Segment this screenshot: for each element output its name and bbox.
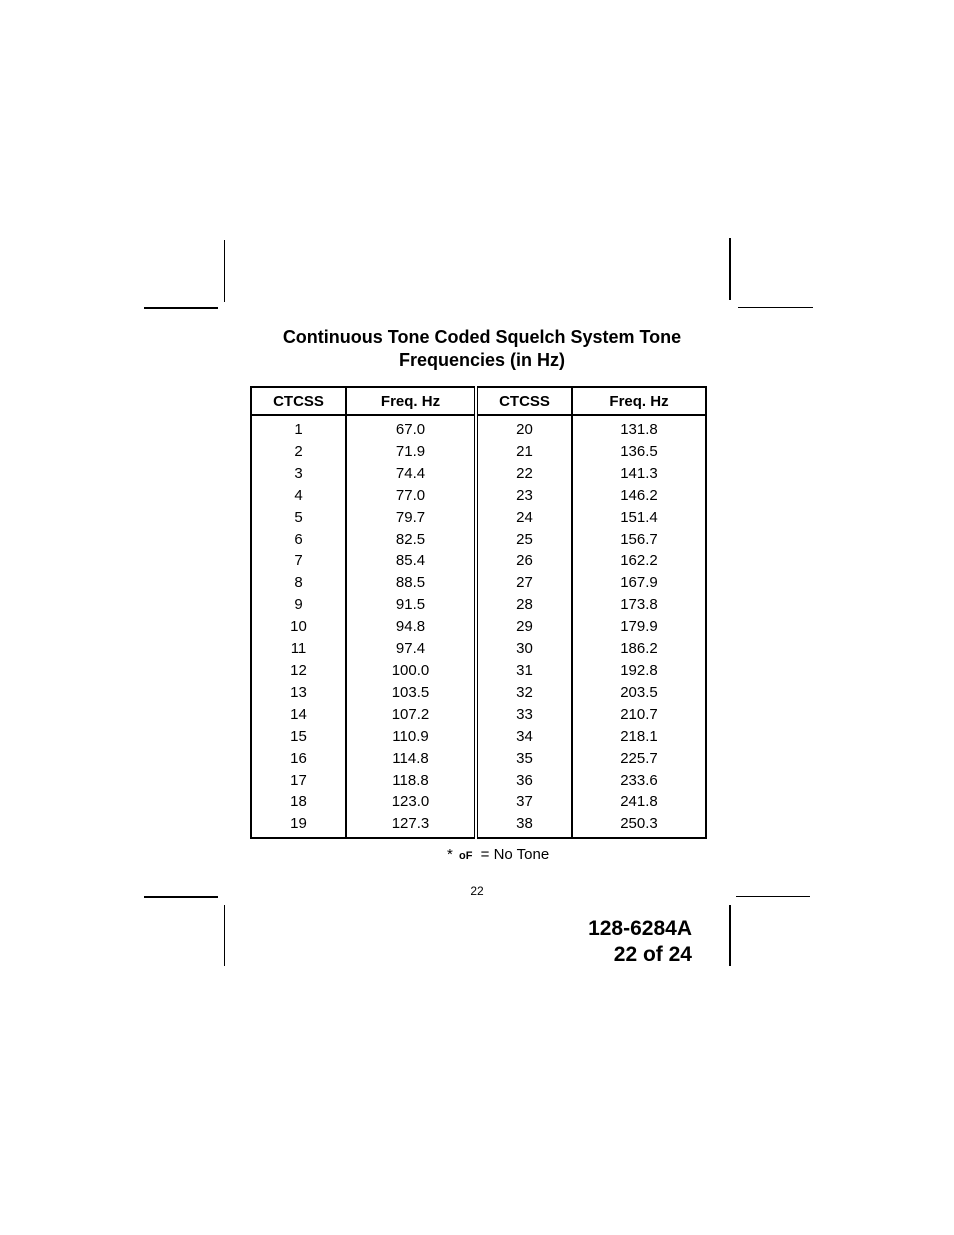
cell-freq-1: 77.0: [346, 485, 476, 507]
cell-freq-1: 94.8: [346, 616, 476, 638]
table-row: [251, 660, 706, 682]
cell-freq-1: 114.8: [346, 748, 476, 770]
cell-ctcss-2: 36: [476, 770, 572, 792]
crop-mark-top-left-horizontal: [144, 307, 218, 309]
cell-ctcss-1: 12: [251, 660, 346, 682]
cell-ctcss-1: 2: [251, 441, 346, 463]
cell-ctcss-1: 11: [251, 638, 346, 660]
table-row: [251, 441, 706, 463]
table-row: [251, 726, 706, 748]
table-row: [251, 572, 706, 594]
table-row: [251, 616, 706, 638]
cell-freq-2: 151.4: [620, 508, 658, 526]
cell-freq-1: 91.5: [346, 594, 476, 616]
cell-freq-2: 225.7: [620, 749, 658, 767]
footnote-asterisk: *: [447, 846, 453, 863]
cell-freq-2: 167.9: [620, 574, 658, 592]
cell-freq-2: 186.2: [620, 640, 658, 658]
crop-mark-top-left-vertical: [224, 240, 225, 302]
cell-ctcss-2: 34: [476, 726, 572, 748]
table-row: [251, 485, 706, 507]
cell-freq-2: 173.8: [620, 596, 658, 614]
cell-freq-2: 241.8: [620, 793, 658, 811]
cell-freq-2: 136.5: [620, 442, 658, 460]
cell-freq-1: 71.9: [346, 441, 476, 463]
cell-freq-1: 85.4: [346, 550, 476, 572]
cell-ctcss-2: 31: [476, 660, 572, 682]
cell-freq-2: 233.6: [620, 771, 658, 789]
document-number: 128-6284A: [588, 917, 692, 940]
cell-freq-2: 250.3: [620, 815, 658, 833]
cell-ctcss-1: 4: [251, 485, 346, 507]
cell-ctcss-2: 27: [476, 572, 572, 594]
header-freq-2: Freq. Hz: [572, 387, 706, 415]
cell-freq-2: 156.7: [620, 530, 658, 548]
cell-freq-2: 179.9: [620, 618, 658, 636]
cell-freq-1: 82.5: [346, 529, 476, 551]
cell-ctcss-1: 5: [251, 507, 346, 529]
cell-ctcss-1: 15: [251, 726, 346, 748]
cell-ctcss-1: 3: [251, 463, 346, 485]
table-row: [251, 529, 706, 551]
ctcss-frequency-table: [250, 386, 707, 839]
footnote-text: = No Tone: [480, 846, 550, 863]
cell-ctcss-1: 17: [251, 770, 346, 792]
document-id: [540, 916, 692, 968]
footnote: [447, 846, 549, 863]
page-number: 22: [470, 884, 484, 898]
cell-ctcss-2: 29: [476, 616, 572, 638]
cell-ctcss-2: 33: [476, 704, 572, 726]
table-body: [251, 415, 706, 838]
cell-freq-1: 74.4: [346, 463, 476, 485]
table-row: [251, 704, 706, 726]
cell-ctcss-1: 13: [251, 682, 346, 704]
cell-ctcss-2: 35: [476, 748, 572, 770]
cell-freq-2: 146.2: [620, 486, 658, 504]
table-row: [251, 507, 706, 529]
table-row: [251, 791, 706, 813]
cell-freq-1: 123.0: [346, 791, 476, 813]
cell-freq-1: 67.0: [346, 415, 476, 441]
cell-freq-2: 131.8: [620, 421, 658, 438]
cell-ctcss-1: 9: [251, 594, 346, 616]
cell-freq-1: 127.3: [346, 813, 476, 838]
cell-freq-1: 88.5: [346, 572, 476, 594]
cell-freq-2: 203.5: [620, 683, 658, 701]
cell-ctcss-1: 19: [251, 813, 346, 838]
cell-freq-1: 97.4: [346, 638, 476, 660]
cell-ctcss-2: 26: [476, 550, 572, 572]
cell-ctcss-1: 10: [251, 616, 346, 638]
cell-freq-1: 110.9: [346, 726, 476, 748]
document-page-count: 22 of 24: [613, 943, 692, 966]
crop-mark-top-right-horizontal: [738, 307, 813, 308]
cell-ctcss-1: 16: [251, 748, 346, 770]
cell-ctcss-2: 37: [476, 791, 572, 813]
title-line-1: Continuous Tone Coded Squelch System Tone: [282, 327, 682, 347]
cell-ctcss-2: 23: [476, 485, 572, 507]
table-row: [251, 682, 706, 704]
cell-ctcss-1: 6: [251, 529, 346, 551]
crop-mark-bottom-left-horizontal: [144, 896, 218, 898]
table-row: [251, 463, 706, 485]
crop-mark-bottom-right-horizontal: [736, 896, 810, 897]
cell-ctcss-2: 21: [476, 441, 572, 463]
cell-ctcss-1: 8: [251, 572, 346, 594]
cell-freq-1: 103.5: [346, 682, 476, 704]
cell-freq-2: 141.3: [620, 464, 658, 482]
header-freq-1: Freq. Hz: [346, 387, 476, 415]
cell-freq-1: 79.7: [346, 507, 476, 529]
cell-ctcss-2: 32: [476, 682, 572, 704]
table-row: [251, 638, 706, 660]
cell-freq-2: 192.8: [620, 661, 658, 679]
cell-ctcss-2: 20: [476, 415, 572, 441]
cell-freq-1: 100.0: [346, 660, 476, 682]
table-row: [251, 748, 706, 770]
crop-mark-top-right-vertical: [729, 238, 731, 300]
title-line-2: Frequencies (in Hz): [398, 350, 566, 370]
cell-freq-1: 107.2: [346, 704, 476, 726]
cell-ctcss-2: 25: [476, 529, 572, 551]
cell-freq-1: 118.8: [346, 770, 476, 792]
table-row: [251, 813, 706, 838]
cell-ctcss-2: 28: [476, 594, 572, 616]
header-ctcss-1: CTCSS: [251, 387, 346, 415]
cell-ctcss-2: 24: [476, 507, 572, 529]
cell-ctcss-1: 1: [251, 415, 346, 441]
cell-ctcss-2: 38: [476, 813, 572, 838]
crop-mark-bottom-right-vertical: [729, 905, 731, 966]
table-row: [251, 550, 706, 572]
cell-ctcss-2: 22: [476, 463, 572, 485]
page-title: [232, 326, 732, 372]
cell-ctcss-1: 7: [251, 550, 346, 572]
header-ctcss-2: CTCSS: [476, 387, 572, 415]
crop-mark-bottom-left-vertical: [224, 905, 225, 966]
table-header-row: [251, 387, 706, 415]
table-row: [251, 770, 706, 792]
cell-freq-2: 218.1: [620, 727, 658, 745]
cell-ctcss-1: 18: [251, 791, 346, 813]
cell-ctcss-2: 30: [476, 638, 572, 660]
footnote-symbol: oF: [459, 850, 473, 862]
table-row: [251, 594, 706, 616]
cell-freq-2: 162.2: [620, 552, 658, 570]
table-row: [251, 415, 706, 441]
cell-ctcss-1: 14: [251, 704, 346, 726]
cell-freq-2: 210.7: [620, 705, 658, 723]
